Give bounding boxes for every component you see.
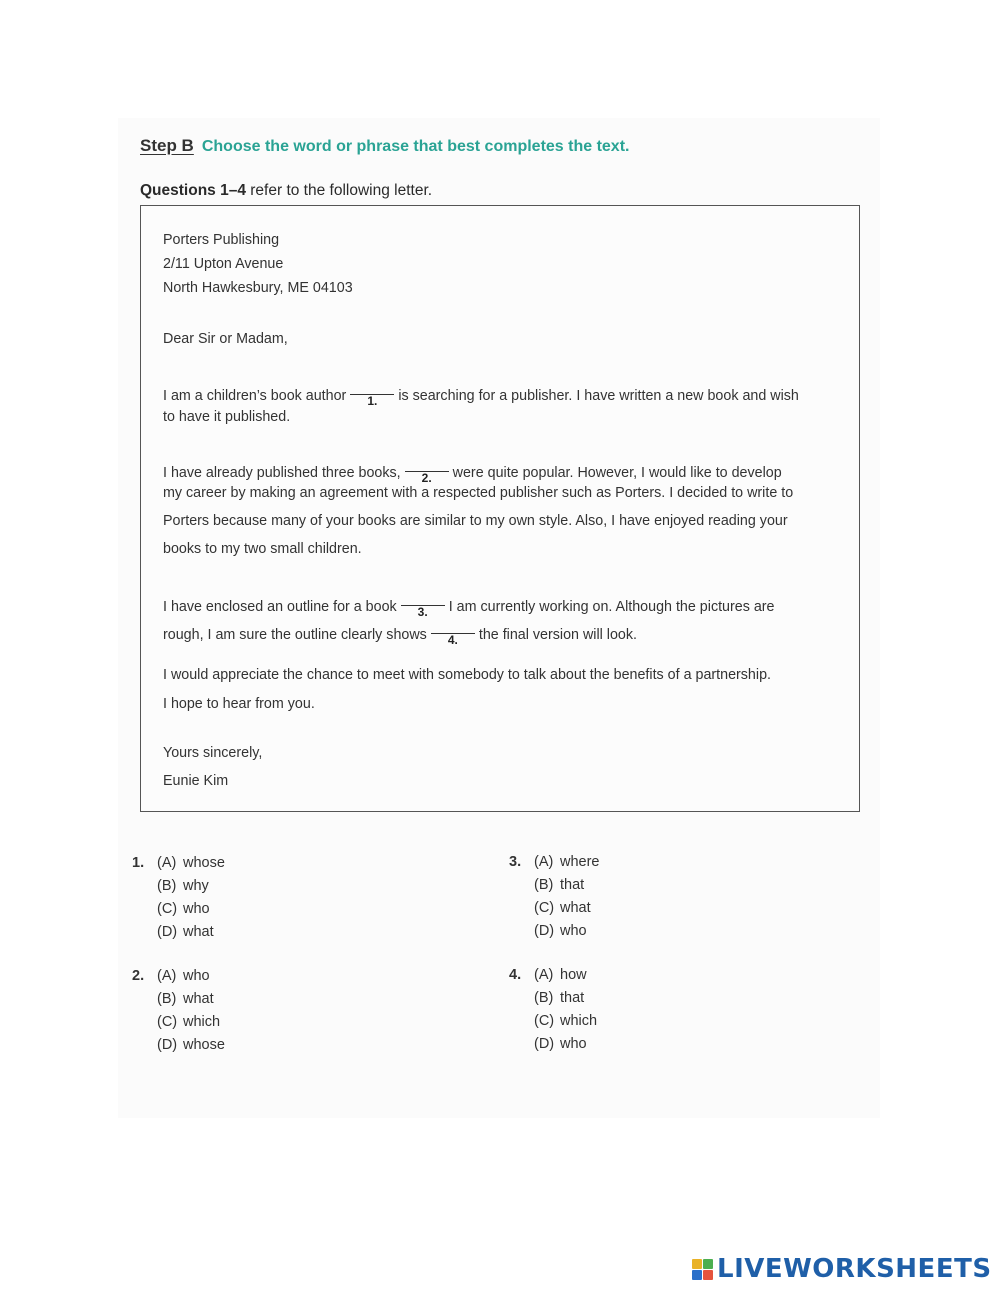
option[interactable] <box>534 877 584 893</box>
question-number: 1. <box>132 855 145 871</box>
logo-square <box>692 1270 702 1280</box>
text-fragment: rough, I am sure the outline clearly shows <box>163 627 427 643</box>
text-fragment: I have enclosed an outline for a book <box>163 599 397 615</box>
paragraph-1-line: to have it published. <box>163 409 291 425</box>
option-letter: (D) <box>157 1037 178 1053</box>
option-letter: (D) <box>534 1036 555 1052</box>
option-text: what <box>560 900 591 916</box>
question-number: 2. <box>132 968 145 984</box>
paragraph-4-line: I hope to hear from you. <box>163 696 315 712</box>
paragraph-2-line: my career by making an agreement with a respected publisher such as Porters. I decided to write to <box>163 485 794 501</box>
option[interactable] <box>534 990 584 1006</box>
option-letter: (C) <box>534 1013 555 1029</box>
blank-3[interactable] <box>401 591 445 619</box>
option-text: why <box>183 878 209 894</box>
paragraph-3-line <box>163 591 775 619</box>
text-fragment: the final version will look. <box>478 627 637 643</box>
paragraph-2-line <box>163 457 782 485</box>
option[interactable] <box>534 854 600 870</box>
blank-number: 4. <box>447 633 458 647</box>
option[interactable] <box>534 900 591 916</box>
option-text: who <box>560 923 587 939</box>
option-text: which <box>560 1013 598 1029</box>
option-text: where <box>560 854 600 870</box>
option-text: that <box>560 990 585 1006</box>
option-letter: (B) <box>157 878 177 894</box>
blank-number: 3. <box>417 605 428 619</box>
brand-name: LIVEWORKSHEETS <box>717 1254 992 1284</box>
blank-number: 2. <box>421 471 432 485</box>
paragraph-1-line <box>163 380 799 408</box>
option-letter: (A) <box>534 854 554 870</box>
option[interactable] <box>157 968 210 984</box>
option[interactable] <box>157 991 214 1007</box>
question-number: 3. <box>509 854 522 870</box>
logo-square <box>703 1259 713 1269</box>
option-letter: (C) <box>534 900 555 916</box>
option-letter: (C) <box>157 901 178 917</box>
option-letter: (B) <box>534 990 554 1006</box>
salutation: Dear Sir or Madam, <box>163 331 288 347</box>
step-heading <box>140 136 629 156</box>
step-instruction: Choose the word or phrase that best completes the text. <box>201 138 630 155</box>
option-text: whose <box>183 855 225 871</box>
logo-icon <box>692 1259 713 1280</box>
option-letter: (A) <box>157 968 177 984</box>
text-fragment: were quite popular. However, I would like to develop <box>452 465 782 481</box>
option-text: what <box>183 924 214 940</box>
option-text: what <box>183 991 214 1007</box>
option-text: who <box>560 1036 587 1052</box>
option-letter: (B) <box>534 877 554 893</box>
questions-range: Questions 1–4 <box>140 182 246 199</box>
option[interactable] <box>157 855 225 871</box>
option[interactable] <box>534 1013 597 1029</box>
option[interactable] <box>157 878 209 894</box>
paragraph-3-line <box>163 619 637 647</box>
option-letter: (A) <box>534 967 554 983</box>
address-line: North Hawkesbury, ME 04103 <box>163 280 353 296</box>
questions-reference <box>140 182 432 200</box>
text-fragment: I am currently working on. Although the pictures are <box>448 599 775 615</box>
closing: Yours sincerely, <box>163 745 263 761</box>
logo-square <box>703 1270 713 1280</box>
option-letter: (D) <box>157 924 178 940</box>
option-text: whose <box>183 1037 225 1053</box>
option-text: which <box>183 1014 221 1030</box>
address-line: 2/11 Upton Avenue <box>163 256 284 272</box>
text-fragment: I have already published three books, <box>163 465 401 481</box>
option-letter: (B) <box>157 991 177 1007</box>
option-text: who <box>183 968 210 984</box>
letter-box <box>140 205 860 812</box>
option-letter: (C) <box>157 1014 178 1030</box>
liveworksheets-logo[interactable] <box>692 1254 992 1284</box>
option[interactable] <box>157 924 214 940</box>
option-text: that <box>560 877 585 893</box>
paragraph-2-line: books to my two small children. <box>163 541 362 557</box>
option[interactable] <box>534 923 587 939</box>
option-letter: (D) <box>534 923 555 939</box>
option-text: who <box>183 901 210 917</box>
text-fragment: is searching for a publisher. I have written a new book and wish <box>398 388 799 404</box>
step-label: Step B <box>140 136 194 155</box>
option[interactable] <box>534 967 587 983</box>
logo-square <box>692 1259 702 1269</box>
blank-1[interactable] <box>350 380 394 408</box>
option[interactable] <box>157 1037 225 1053</box>
option[interactable] <box>534 1036 587 1052</box>
option-text: how <box>560 967 587 983</box>
question-number: 4. <box>509 967 522 983</box>
text-fragment: I am a children’s book author <box>163 388 347 404</box>
option-letter: (A) <box>157 855 177 871</box>
paragraph-4-line: I would appreciate the chance to meet with somebody to talk about the benefits of a partnership. <box>163 667 771 683</box>
option[interactable] <box>157 1014 220 1030</box>
questions-reference-text: refer to the following letter. <box>245 182 433 199</box>
blank-4[interactable] <box>431 619 475 647</box>
option[interactable] <box>157 901 210 917</box>
paragraph-2-line: Porters because many of your books are similar to my own style. Also, I have enjoyed reading your <box>163 513 788 529</box>
signature: Eunie Kim <box>163 773 229 789</box>
address-line: Porters Publishing <box>163 232 280 248</box>
blank-2[interactable] <box>405 457 449 485</box>
blank-number: 1. <box>367 394 378 408</box>
